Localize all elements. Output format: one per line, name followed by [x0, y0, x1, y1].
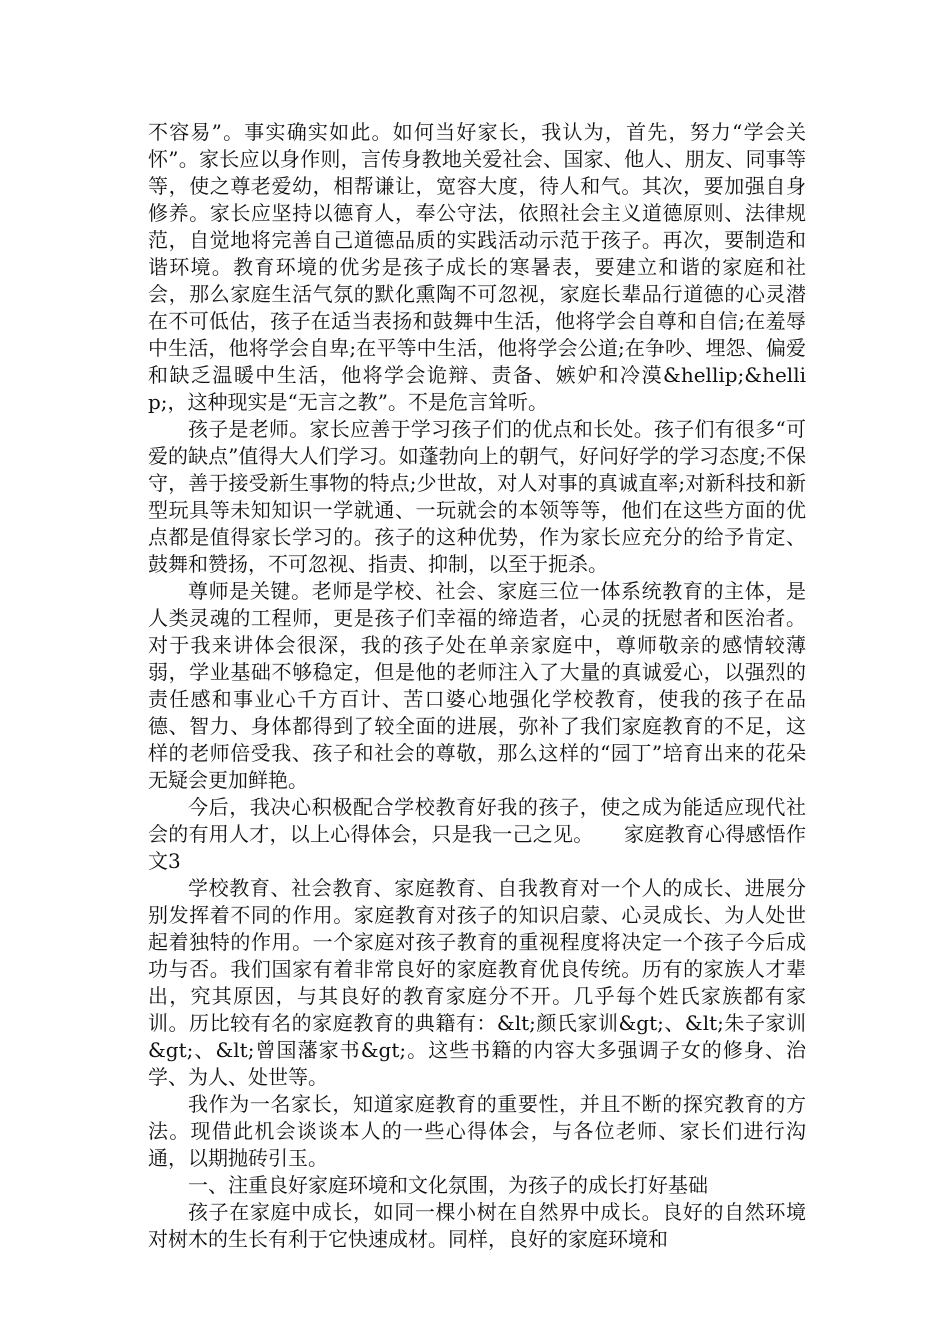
- paragraph-conclusion-and-title: 今后，我决心积极配合学校教育好我的孩子，使之成为能适应现代社会的有用人才，以上心得体会，只是我一己之见。 家庭教育心得感悟作文3: [148, 795, 806, 873]
- paragraph-child-as-teacher: 孩子是老师。家长应善于学习孩子们的优点和长处。孩子们有很多“可爱的缺点”值得大人们学习。如蓬勃向上的朝气，好问好学的学习态度;不保守，善于接受新生事物的特点;少世故，对人对事的真诚直率;对新科技和新型玩具等未知知识一学就通、一玩就会的本领等等，他们在这些方面的优点都是值得家长学习的。孩子的这种优势，作为家长应充分的给予肯定、鼓舞和赞扬，不可忽视、指责、抑制，以至于扼杀。: [148, 417, 806, 576]
- paragraph-family-care: 不容易”。事实确实如此。如何当好家长，我认为，首先，努力“学会关怀”。家长应以身作则，言传身教地关爱社会、国家、他人、朋友、同事等等，使之尊老爱幼，相帮谦让，宽容大度，待人和气。其次，要加强自身修养。家长应坚持以德育人，奉公守法，依照社会主义道德原则、法律规范，自觉地将完善自己道德品质的实践活动示范于孩子。再次，要制造和谐环境。教育环境的优劣是孩子成长的寒暑表，要建立和谐的家庭和社会，那么家庭生活气氛的默化熏陶不可忽视，家庭长辈品行道德的心灵潜在不可低估，孩子在适当表扬和鼓舞中生活，他将学会自尊和自信;在羞辱中生活，他将学会自卑;在平等中生活，他将学会公道;在争吵、埋怨、偏爱和缺乏温暖中生活，他将学会诡辩、责备、嫉妒和冷漠&hellip;&hellip;，这种现实是“无言之教”。不是危言耸听。: [148, 120, 806, 414]
- paragraph-tree-analogy: 孩子在家庭中成长，如同一棵小树在自然界中成长。良好的自然环境对树木的生长有利于它快速成材。同样，良好的家庭环境和: [148, 1200, 806, 1251]
- paragraph-respect-teachers: 尊师是关键。老师是学校、社会、家庭三位一体系统教育的主体，是人类灵魂的工程师，更是孩子们幸福的缔造者，心灵的抚慰者和医治者。对于我来讲体会很深，我的孩子处在单亲家庭中，尊师敬亲的感情较薄弱，学业基础不够稳定，但是他的老师注入了大量的真诚爱心，以强烈的责任感和事业心千方百计、苦口婆心地强化学校教育，使我的孩子在品德、智力、身体都得到了较全面的进展，弥补了我们家庭教育的不足，这样的老师倍受我、孩子和社会的尊敬，那么这样的“园丁”培育出来的花朵无疑会更加鲜艳。: [148, 579, 806, 792]
- document-page: [148, 119, 806, 1253]
- paragraph-parent-intro: 我作为一名家长，知道家庭教育的重要性，并且不断的探究教育的方法。现借此机会谈谈本人的一些心得体会，与各位老师、家长们进行沟通，以期抛砖引玉。: [148, 1092, 806, 1170]
- section-heading-family-environment: 一、注重良好家庭环境和文化氛围，为孩子的成长打好基础: [188, 1173, 708, 1197]
- paragraph-education-types: 学校教育、社会教育、家庭教育、自我教育对一个人的成长、进展分别发挥着不同的作用。家庭教育对孩子的知识启蒙、心灵成长、为人处世起着独特的作用。一个家庭对孩子教育的重视程度将决定一个孩子今后成功与否。我们国家有着非常良好的家庭教育优良传统。历有的家族人才辈出，究其原因，与其良好的教育家庭分不开。几乎每个姓氏家族都有家训。历比较有名的家庭教育的典籍有：&lt;颜氏家训&gt;、&lt;朱子家训&gt;、&lt;曾国藩家书&gt;。这些书籍的内容大多强调子女的修身、治学、为人、处世等。: [148, 876, 806, 1089]
